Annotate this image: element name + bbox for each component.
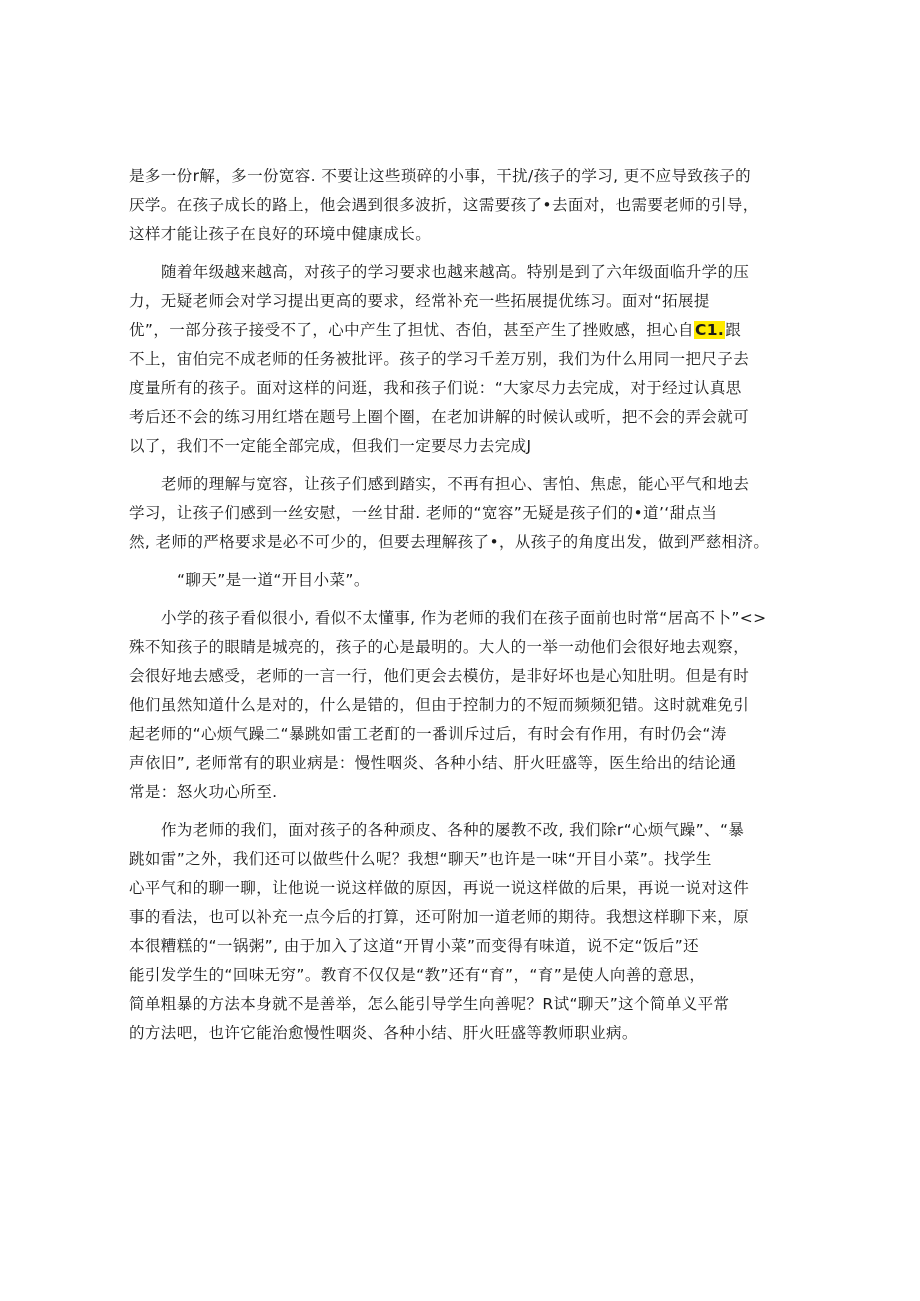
paragraph-2 [129, 258, 793, 461]
text-line: 厌学。在孩子成长的路上，他会遇到很多波折，这需要孩了•去面对，也需要老师的引导， [129, 196, 759, 214]
document-body [129, 162, 793, 1048]
text-segment: 跟 [725, 321, 742, 339]
text-line: 作为老师的我们，面对孩子的各种顽皮、各种的屡教不改, 我们除r“心烦气躁”、“暴 [161, 821, 745, 839]
text-line: 常是：怒火功心所至. [129, 783, 278, 801]
section-heading [129, 566, 793, 595]
text-line: 殊不知孩子的眼睛是城亮的，孩子的心是最明的。大人的一举一动他们会很好地去观察， [129, 638, 750, 656]
text-line: 他们虽然知道什么是对的，什么是错的，但由于控制力的不短而频频犯错。这时就难免引 [129, 696, 750, 714]
text-line [129, 316, 793, 345]
text-line: 声依旧”, 老师常有的职业病是：慢性咽炎、各种小结、肝火旺盛等，医生给出的结论通 [129, 754, 737, 772]
text-segment: 优”，一部分孩子接受不了，心中产生了担忧、杏伯，甚至产生了挫败感，担心自 [129, 321, 694, 339]
heading-text: “聊天”是一道“开目小菜”。 [177, 571, 370, 589]
text-line: 不上，宙伯完不成老师的任务被批评。孩子的学习千差万别，我们为什么用同一把尺子去 [129, 350, 750, 368]
paragraph-3 [129, 470, 793, 557]
text-line: 是多一份r解，多一份宽容. 不要让这些琐碎的小事，干扰/孩子的学习, 更不应导致孩子的 [129, 167, 752, 185]
text-line: 能引发学生的“回味无穷”。教育不仅仅是“教”还有“育”，“育”是使人向善的意思， [129, 966, 706, 984]
text-line: 老师的理解与宽容，让孩子们感到踏实，不再有担心、害怕、焦虑，能心平气和地去 [161, 475, 750, 493]
text-line: 然, 老师的严格要求是必不可少的，但要去理解孩了•，从孩子的角度出发，做到严慈相济。 [129, 533, 770, 551]
text-line: 事的看法，也可以补充一点今后的打算，还可附加一道老师的期待。我想这样聊下来，原 [129, 908, 750, 926]
text-line: 跳如雷”之外，我们还可以做些什么呢？我想“聊天”也许是一味“开目小菜”。找学生 [129, 850, 712, 868]
text-line: 这样才能让孩子在良好的环境中健康成长。 [129, 225, 432, 243]
paragraph-4 [129, 604, 793, 807]
text-line: 小学的孩子看似很小, 看似不太懂事, 作为老师的我们在孩子面前也时常“居高不卜”<> [161, 609, 767, 627]
text-line: 考后还不会的练习用红塔在题号上圈个圈，在老加讲解的时候认或听，把不会的弄会就可 [129, 408, 750, 426]
text-line: 学习，让孩子们感到一丝安慰，一丝甘甜. 老师的“宽容”无疑是孩子们的•道’‘甜点当 [129, 504, 718, 522]
highlighted-text: C1. [694, 321, 725, 339]
text-line: 度量所有的孩子。面对这样的问逛，我和孩子们说：“大家尽力去完成，对于经过认真思 [129, 379, 742, 397]
text-line: 随着年级越来越高，对孩子的学习要求也越来越高。特别是到了六年级面临升学的压 [161, 263, 750, 281]
text-line: 力，无疑老师会对学习提出更高的要求，经常补充一些拓展提优练习。面对“拓展提 [129, 292, 710, 310]
paragraph-1 [129, 162, 793, 249]
text-line: 以了，我们不一定能全部完成，但我们一定要尽力去完成J [129, 437, 532, 455]
text-line: 起老师的“心烦气躁二“暴跳如雷工老酊的一番训斥过后，有时会有作用，有时仍会“涛 [129, 725, 727, 743]
text-line: 简单粗暴的方法本身就不是善举，怎么能引导学生向善呢？R试“聊天”这个简单义平常 [129, 995, 730, 1013]
text-line: 的方法吧，也许它能治愈慢性咽炎、各种小结、肝火旺盛等教师职业病。 [129, 1024, 638, 1042]
text-line: 会很好地去感受，老师的一言一行，他们更会去模仿，是非好坏也是心知肚明。但是有时 [129, 667, 750, 685]
text-line: 心平气和的聊一聊，让他说一说这样做的原因，再说一说这样做的后果，再说一说对这件 [129, 879, 750, 897]
paragraph-5 [129, 816, 793, 1048]
text-line: 本很糟糕的“一锅粥”, 由于加入了这道“开胃小菜”而变得有味道，说不定“饭后”还 [129, 937, 700, 955]
